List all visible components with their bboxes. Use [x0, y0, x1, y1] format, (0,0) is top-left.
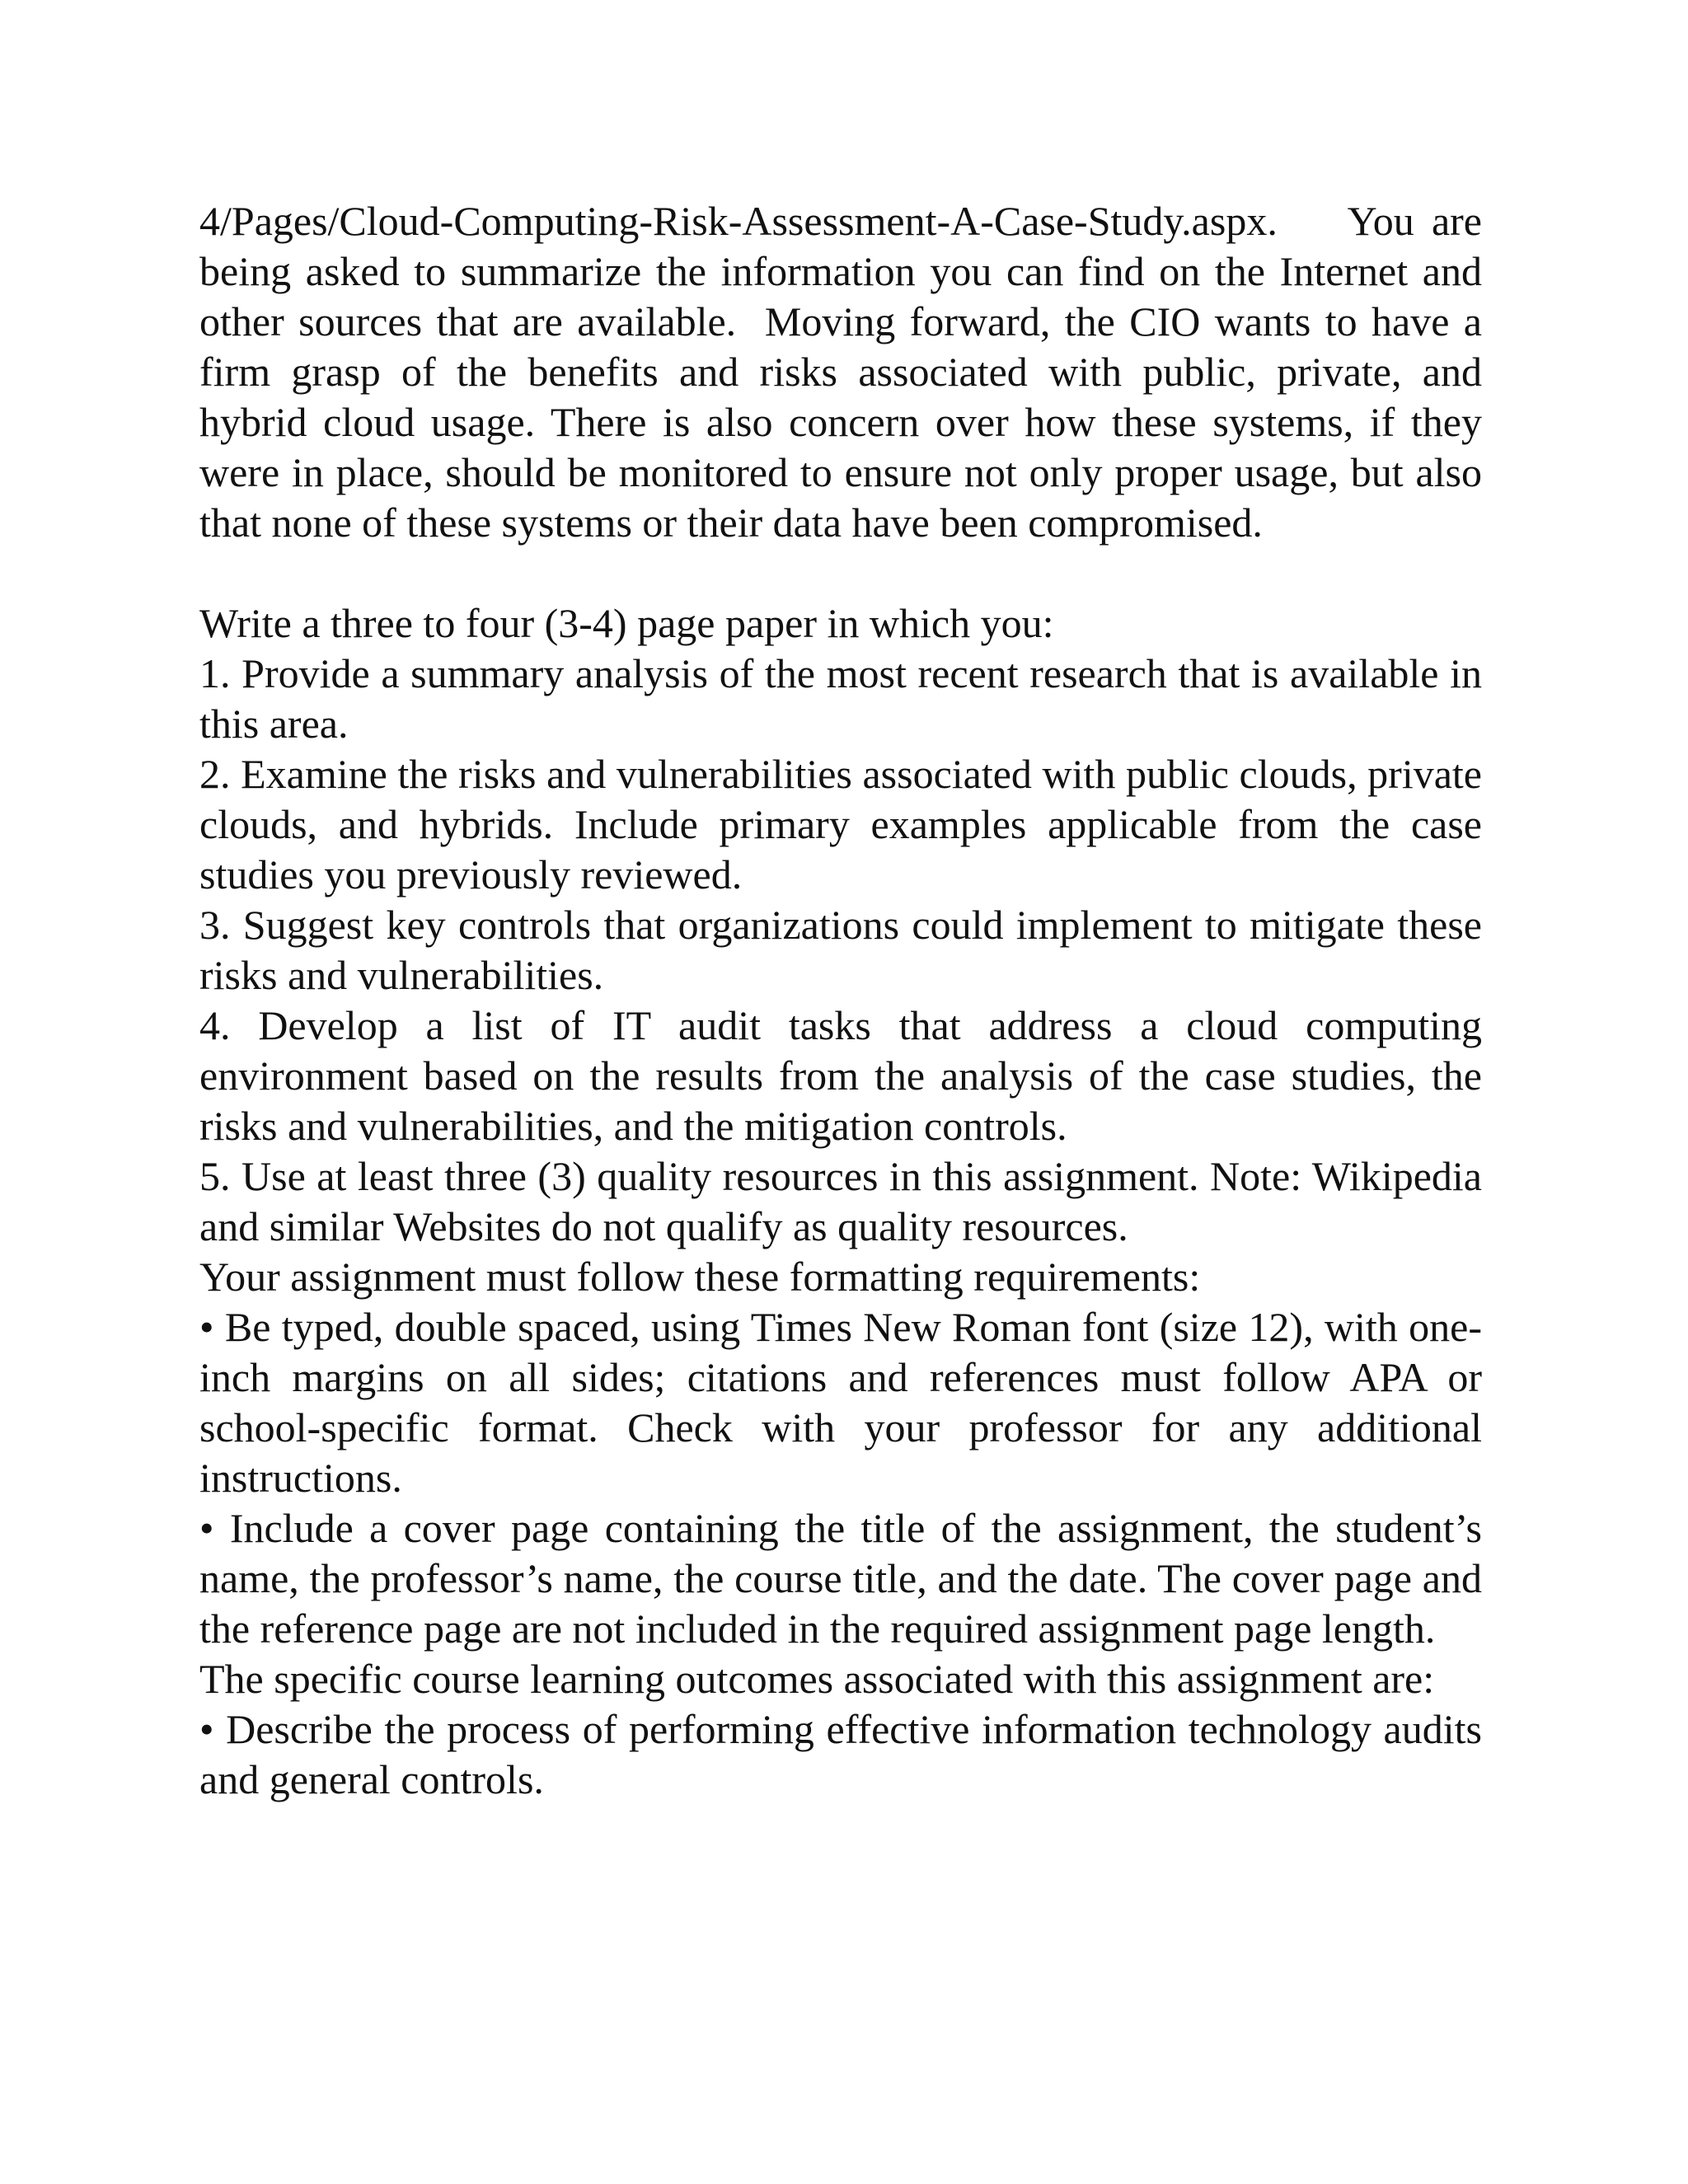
task-item-2: 2. Examine the risks and vulnerabilities associated with public clouds, private clouds, and hybrids. Include primary examples applicable from the case studies you previously reviewed.: [199, 751, 1482, 898]
outcome-item-1: • Describe the process of performing effective information technology audits and general controls.: [199, 1706, 1482, 1802]
formatting-heading: Your assignment must follow these formatting requirements:: [199, 1254, 1201, 1300]
formatting-item-2: • Include a cover page containing the title of the assignment, the student’s name, the professor’s name, the course title, and the date. The cover page and the reference page are not included in the required assignment page length.: [199, 1505, 1482, 1652]
task-heading: Write a three to four (3-4) page paper in which you:: [199, 600, 1054, 646]
intro-paragraph: 4/Pages/Cloud-Computing-Risk-Assessment-A-Case-Study.aspx. You are being asked to summarize the information you can find on the Internet and other sources that are available. Moving forward, the CIO wants to have a firm grasp of the benefits and risks associated with public, private, and hybrid cloud usage. There is also concern over how these systems, if they were in place, should be monitored to ensure not only proper usage, but also that none of these systems or their data have been compromised.: [199, 198, 1482, 546]
paragraph-gap: [199, 548, 1482, 598]
task-item-3: 3. Suggest key controls that organizations could implement to mitigate these risks and vulnerabilities.: [199, 902, 1482, 998]
task-item-4: 4. Develop a list of IT audit tasks that address a cloud computing environment based on the results from the analysis of the case studies, the risks and vulnerabilities, and the mitigation controls.: [199, 1002, 1482, 1149]
outcomes-heading: The specific course learning outcomes associated with this assignment are:: [199, 1656, 1435, 1702]
document-body: [199, 196, 1482, 1805]
formatting-item-1: • Be typed, double spaced, using Times New Roman font (size 12), with one-inch margins on all sides; citations and references must follow APA or school-specific format. Check with your professor for any additional instructions.: [199, 1304, 1482, 1501]
task-item-5: 5. Use at least three (3) quality resources in this assignment. Note: Wikipedia and similar Websites do not qualify as quality resources.: [199, 1153, 1482, 1249]
task-item-1: 1. Provide a summary analysis of the most recent research that is available in this area.: [199, 650, 1482, 747]
